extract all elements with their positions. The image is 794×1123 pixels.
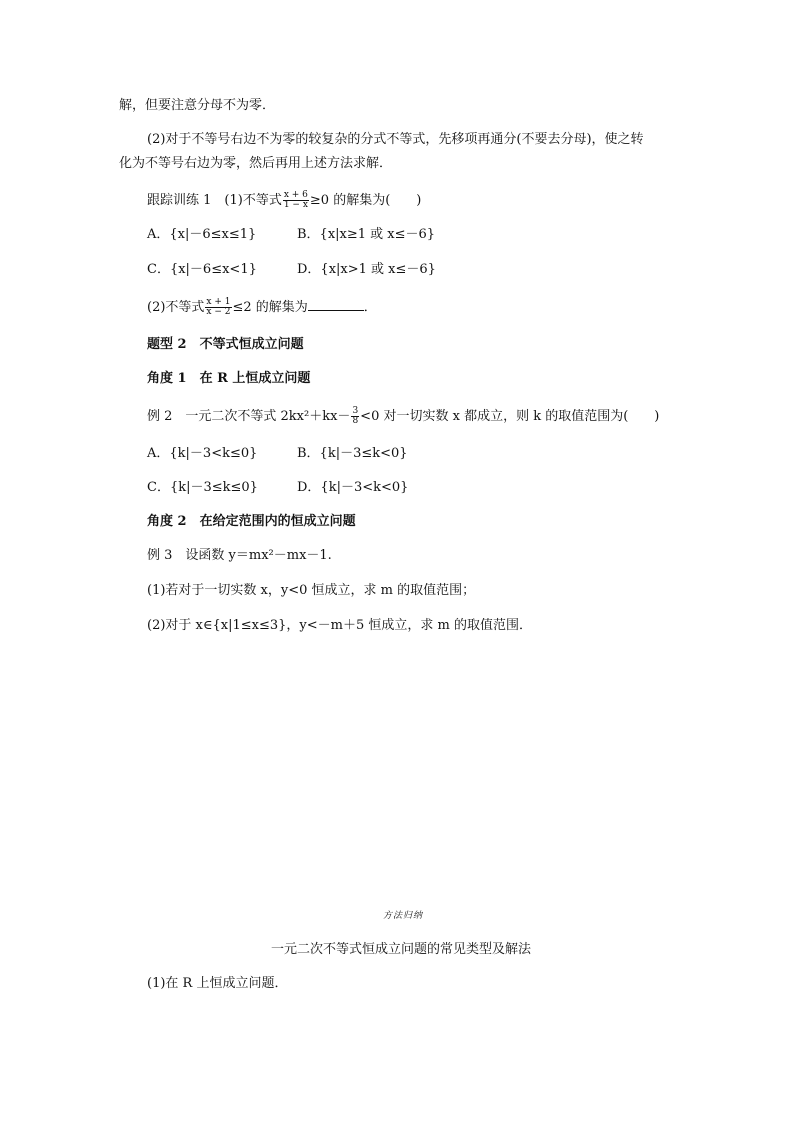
track-training-question-2 bbox=[147, 298, 377, 317]
method-title: 一元二次不等式恒成立问题的常见类型及解法 bbox=[271, 942, 532, 957]
fraction-numerator: 3 bbox=[352, 406, 359, 416]
fraction bbox=[283, 191, 309, 210]
question-prefix: 跟踪训练 1 (1)不等式 bbox=[147, 193, 282, 208]
fraction bbox=[205, 298, 231, 317]
question-suffix: ≥0 的解集为( ) bbox=[309, 193, 422, 208]
method-item-1: (1)在 R 上恒成立问题． bbox=[147, 976, 288, 991]
text-line: 解，但要注意分母不为零． bbox=[119, 98, 276, 113]
answer-blank bbox=[308, 298, 364, 311]
track-training-question-1 bbox=[147, 191, 421, 210]
option-c: C．{x|－6≤x<1} bbox=[147, 262, 257, 277]
option-c: C．{k|－3≤k≤0} bbox=[147, 480, 258, 495]
fraction-denominator: x − 2 bbox=[206, 307, 231, 317]
question-prefix: 例 2 一元二次不等式 2kx²＋kx－ bbox=[147, 409, 351, 424]
section-heading: 题型 2 不等式恒成立问题 bbox=[147, 337, 304, 352]
method-summary-tag: 方法归纳 bbox=[383, 911, 424, 921]
text-line: 化为不等号右边为零，然后再用上述方法求解． bbox=[119, 156, 393, 171]
question-suffix: ≤2 的解集为 bbox=[232, 300, 308, 315]
subsection-heading: 角度 2 在给定范围内的恒成立问题 bbox=[147, 514, 356, 529]
option-b: B．{k|－3≤k<0} bbox=[297, 446, 408, 461]
text-line: (2)对于不等号右边不为零的较复杂的分式不等式，先移项再通分(不要去分母)，使之转 bbox=[147, 132, 644, 147]
example-3-statement: 例 3 设函数 y＝mx²－mx－1. bbox=[147, 548, 332, 563]
option-b: B．{x|x≥1 或 x≤－6} bbox=[297, 227, 436, 242]
option-d: D．{k|－3<k<0} bbox=[297, 480, 409, 495]
example-3-part-1: (1)若对于一切实数 x，y<0 恒成立，求 m 的取值范围； bbox=[147, 583, 476, 598]
question-end: ． bbox=[363, 300, 377, 315]
option-a: A．{x|－6≤x≤1} bbox=[147, 227, 257, 242]
question-prefix: (2)不等式 bbox=[147, 300, 205, 315]
fraction-denominator: 8 bbox=[352, 416, 359, 426]
fraction bbox=[351, 407, 359, 426]
example-3-part-2: (2)对于 x∈{x|1≤x≤3}，y<－m＋5 恒成立，求 m 的取值范围． bbox=[147, 618, 532, 633]
fraction-denominator: 1 − x bbox=[283, 200, 308, 210]
question-suffix: <0 对一切实数 x 都成立，则 k 的取值范围为( ) bbox=[360, 409, 660, 424]
fraction-numerator: x + 6 bbox=[283, 190, 308, 200]
option-d: D．{x|x>1 或 x≤－6} bbox=[297, 262, 436, 277]
fraction-numerator: x + 1 bbox=[206, 297, 231, 307]
option-a: A．{k|－3<k≤0} bbox=[147, 446, 258, 461]
subsection-heading: 角度 1 在 R 上恒成立问题 bbox=[147, 371, 311, 386]
example-2-question bbox=[147, 407, 659, 426]
